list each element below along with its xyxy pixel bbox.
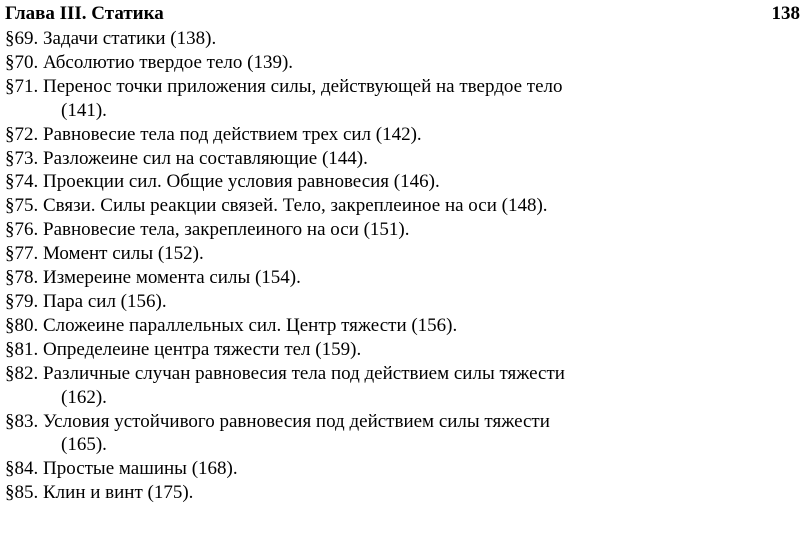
toc-item-text: §73. Разложеине сил на составляющие (144). (5, 147, 368, 169)
toc-item (5, 266, 800, 290)
chapter-title: Глава III. Статика (5, 3, 164, 24)
toc-item (5, 194, 800, 218)
toc-item (5, 338, 800, 362)
toc-item (5, 218, 800, 242)
toc-item (5, 147, 800, 171)
toc-item (5, 362, 800, 410)
toc-item (5, 170, 800, 194)
toc-item-continuation: (141). (61, 99, 107, 121)
toc-item (5, 290, 800, 314)
toc-item (5, 457, 800, 481)
toc-item-text: §69. Задачи статики (138). (5, 28, 217, 49)
toc-item (5, 123, 800, 147)
toc-item-text: §81. Определеине центра тяжести тел (159). (5, 338, 362, 360)
toc-item (5, 75, 800, 123)
toc-item-text: §76. Равновесие тела, закреплеиного на оси (151). (5, 219, 410, 241)
toc-item (5, 242, 800, 266)
toc-item-continuation: (165). (61, 434, 107, 456)
toc-item-text: §82. Различные случан равновесия тела под действием силы тяжести (5, 362, 565, 384)
toc-item-text: §79. Пара сил (156). (5, 290, 167, 312)
toc-item-text: §75. Связи. Силы реакции связей. Тело, закреплеиное на оси (148). (5, 195, 548, 217)
toc-item-text: §78. Измереине момента силы (154). (5, 267, 301, 289)
toc-item-text: §70. Абсолютио твердое тело (139). (5, 51, 294, 73)
toc-item (5, 410, 800, 458)
toc-item (5, 481, 800, 505)
toc-item-text: §72. Равновесие тела под действием трех сил (142). (5, 123, 422, 145)
toc-item-text: §71. Перенос точки приложения силы, действующей на твердое тело (5, 75, 563, 97)
toc-item (5, 27, 800, 51)
toc-item (5, 314, 800, 338)
toc-item-continuation: (162). (61, 386, 107, 408)
toc-item-text: §80. Сложеине параллельных сил. Центр тяжести (156). (5, 314, 458, 336)
toc-item-text: §74. Проекции сил. Общие условия равновесия (146). (5, 171, 440, 193)
toc-item (5, 51, 800, 75)
toc-item-text: §84. Простые машины (168). (5, 458, 238, 480)
chapter-header (5, 0, 800, 27)
toc-item-text: §83. Условия устойчивого равновесия под действием силы тяжести (5, 410, 550, 432)
toc-list (5, 27, 800, 505)
chapter-page-number: 138 (771, 3, 800, 24)
toc-item-text: §85. Клин и винт (175). (5, 482, 194, 504)
toc-item-text: §77. Момент силы (152). (5, 243, 204, 265)
